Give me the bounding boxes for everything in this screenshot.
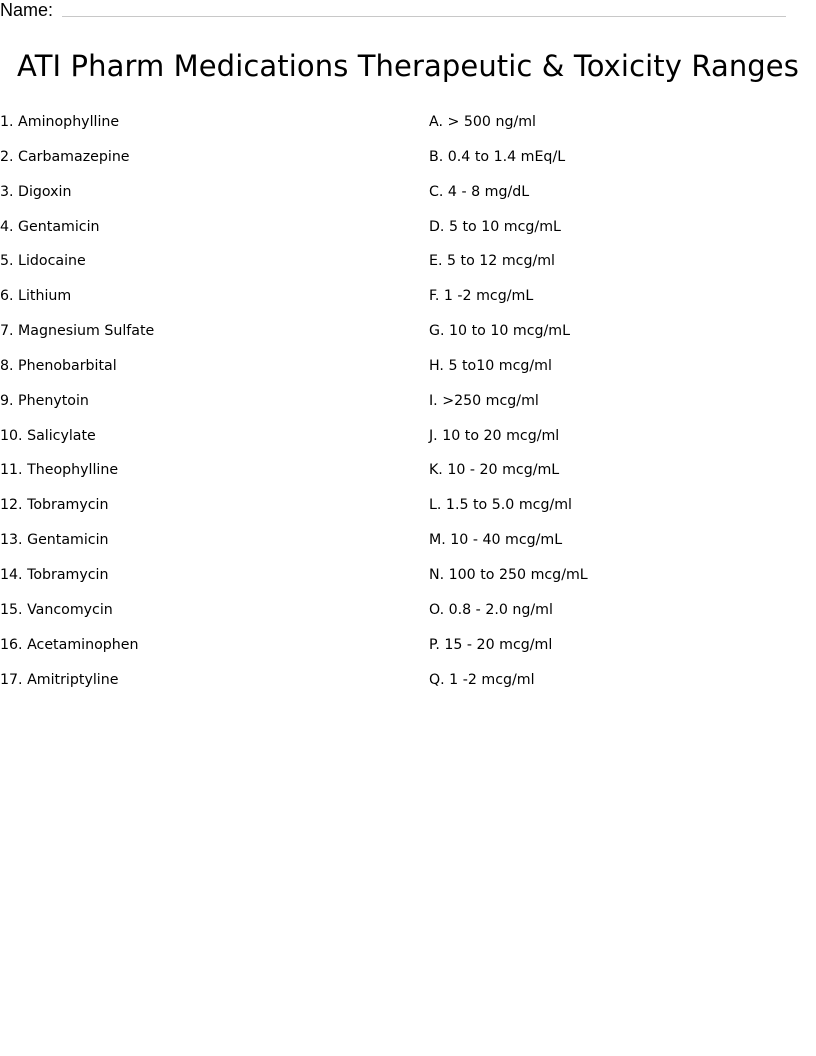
medication-item: 6. Lithium <box>0 288 72 305</box>
medication-item: 14. Tobramycin <box>0 566 109 583</box>
range-item: Q. 1 -2 mcg/ml <box>429 671 535 688</box>
medication-item: 12. Tobramycin <box>0 497 109 514</box>
range-item: O. 0.8 - 2.0 ng/ml <box>429 601 553 618</box>
range-list <box>429 112 588 704</box>
range-item: I. >250 mcg/ml <box>429 392 539 409</box>
medication-list <box>0 112 154 704</box>
range-item: L. 1.5 to 5.0 mcg/ml <box>429 497 572 514</box>
medication-item: 16. Acetaminophen <box>0 636 139 653</box>
medication-item: 17. Amitriptyline <box>0 671 119 688</box>
medication-item: 11. Theophylline <box>0 462 119 479</box>
medication-item: 8. Phenobarbital <box>0 357 117 374</box>
range-item: C. 4 - 8 mg/dL <box>429 183 530 200</box>
medication-item: 10. Salicylate <box>0 427 96 444</box>
medication-item: 5. Lidocaine <box>0 253 86 270</box>
range-item: H. 5 to10 mcg/ml <box>429 357 552 374</box>
name-row <box>0 0 790 20</box>
range-item: M. 10 - 40 mcg/mL <box>429 532 563 549</box>
medication-item: 1. Aminophylline <box>0 114 120 130</box>
range-item: A. > 500 ng/ml <box>429 114 537 130</box>
range-item: J. 10 to 20 mcg/ml <box>429 427 560 444</box>
range-item: P. 15 - 20 mcg/ml <box>429 636 553 653</box>
medication-item: 15. Vancomycin <box>0 601 113 618</box>
name-blank-line <box>62 16 786 17</box>
medication-item: 3. Digoxin <box>0 183 72 200</box>
medication-item: 7. Magnesium Sulfate <box>0 323 155 340</box>
range-item: K. 10 - 20 mcg/mL <box>429 462 560 479</box>
page-title: ATI Pharm Medications Therapeutic & Toxicity Ranges <box>17 49 799 83</box>
range-item: G. 10 to 10 mcg/mL <box>429 323 571 340</box>
medication-item: 9. Phenytoin <box>0 392 89 409</box>
range-item: E. 5 to 12 mcg/ml <box>429 253 556 270</box>
range-item: B. 0.4 to 1.4 mEq/L <box>429 148 566 165</box>
range-item: N. 100 to 250 mcg/mL <box>429 566 588 583</box>
range-item: F. 1 -2 mcg/mL <box>429 288 534 305</box>
medication-item: 2. Carbamazepine <box>0 148 130 165</box>
name-label: Name: <box>0 0 54 20</box>
medication-item: 4. Gentamicin <box>0 218 100 235</box>
range-item: D. 5 to 10 mcg/mL <box>429 218 561 235</box>
medication-item: 13. Gentamicin <box>0 532 109 549</box>
